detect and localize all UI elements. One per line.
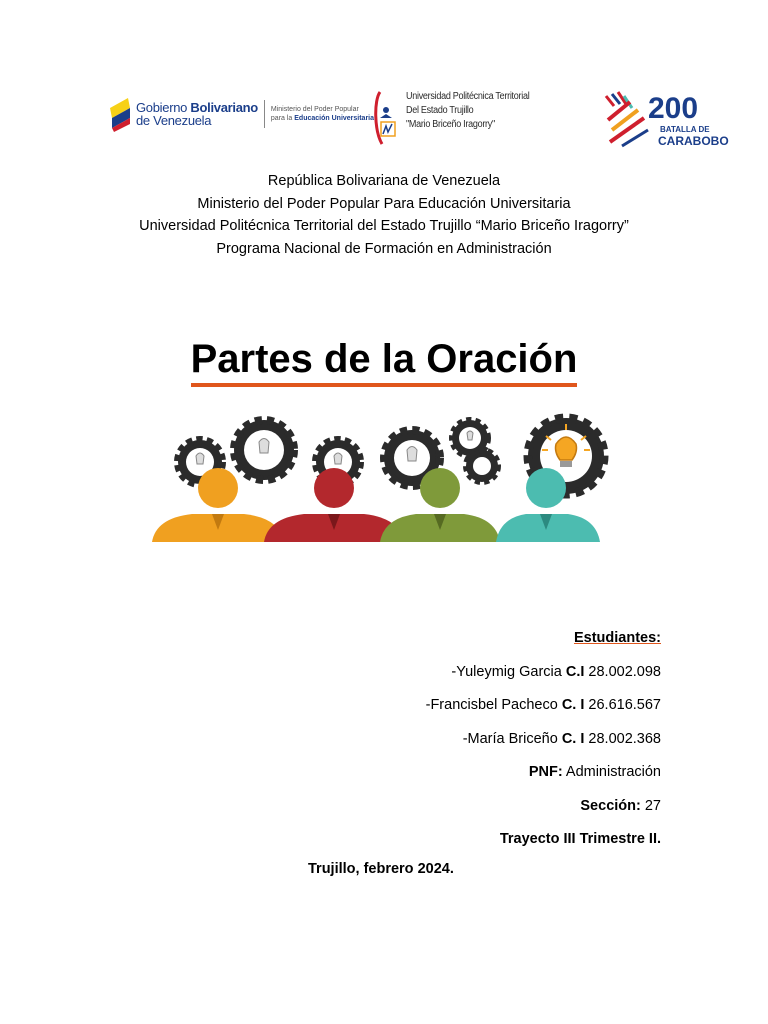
seccion-label: Sección:: [580, 797, 641, 814]
student-info: [426, 627, 661, 862]
student-id: 28.002.368: [584, 730, 661, 747]
student-id: 28.002.098: [584, 663, 661, 680]
student-name: -Yuleymig Garcia: [451, 663, 566, 680]
header-line: Universidad Politécnica Territorial del Estado Trujillo “Mario Briceño Iragorry”: [139, 218, 629, 234]
bicentenario-line: CARABOBO: [658, 134, 729, 148]
institution-header: [0, 170, 768, 260]
universidad-logo-line: Del Estado Trujillo: [406, 105, 474, 116]
universidad-logo-line: "Mario Briceño Iragorry": [406, 119, 495, 130]
logo-bar: [0, 88, 768, 152]
student-name: -Francisbel Pacheco: [425, 697, 562, 713]
universidad-logo-line: Universidad Politécnica Territorial: [406, 91, 530, 102]
student-entry: [426, 661, 661, 695]
seccion-value: 27: [640, 797, 661, 814]
header-line: Programa Nacional de Formación en Administración: [216, 240, 552, 257]
bicentenario-line: BATALLA DE: [660, 125, 710, 134]
gear-icon: [466, 450, 498, 482]
university-emblem-icon: [372, 90, 400, 146]
bicentenario-carabobo-logo: [604, 90, 729, 155]
gear-icon: [234, 420, 294, 480]
bicentenario-number: 200: [648, 92, 699, 125]
title-text: Partes de la Oración: [191, 336, 578, 387]
gobierno-bolivariano-logo: Gobierno Bolivariano de Venezuela Ministerio del Poder Popular para la Educación Universitaria: [108, 96, 374, 132]
pnf-value: Administración: [562, 764, 661, 780]
student-entry: [426, 728, 661, 762]
brushstroke-icon: [606, 92, 648, 146]
document-title: [0, 336, 768, 387]
header-line: Ministerio del Poder Popular Para Educación Universitaria: [197, 195, 571, 212]
gears-people-illustration: [112, 410, 664, 546]
header-line: República Bolivariana de Venezuela: [267, 173, 501, 189]
pnf-entry: [426, 761, 661, 795]
venezuela-flag-icon: [108, 96, 132, 132]
person-icon: [264, 468, 404, 542]
student-id: 26.616.567: [584, 697, 661, 713]
trayecto-text: Trayecto III Trimestre II.: [499, 831, 661, 847]
student-id-label: C. I: [561, 697, 585, 713]
students-heading: Estudiantes:: [573, 630, 661, 646]
place-date: Trujillo, febrero 2024.: [308, 861, 454, 877]
universidad-logo: [372, 90, 543, 146]
trayecto-entry: [426, 828, 661, 862]
student-name: -María Briceño: [462, 730, 562, 747]
student-entry: [426, 694, 661, 728]
student-id-label: C.I: [565, 663, 585, 680]
seccion-entry: [426, 795, 661, 829]
pnf-label: PNF:: [528, 764, 563, 780]
student-id-label: C. I: [561, 730, 585, 747]
